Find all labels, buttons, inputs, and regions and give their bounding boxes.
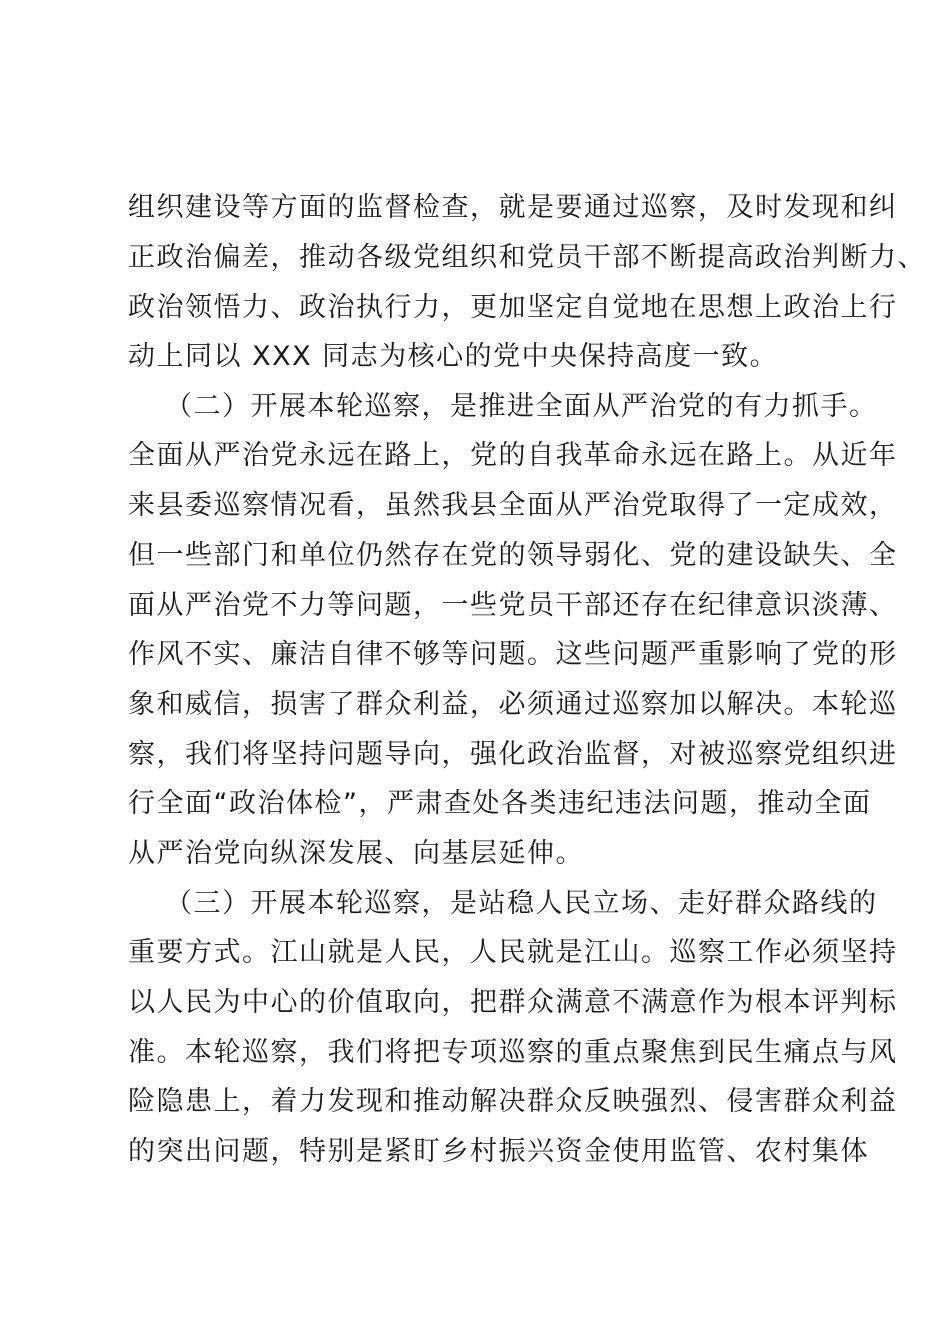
text-line: 察，我们将坚持问题导向，强化政治监督，对被巡察党组织进 — [128, 739, 898, 770]
text-line: 动上同以 XXX 同志为核心的党中央保持高度一致。 — [128, 341, 779, 372]
text-line: 险隐患上，着力发现和推动解决群众反映强烈、侵害群众利益 — [128, 1086, 898, 1117]
text-line: 行全面“政治体检”，严肃查处各类违纪违法问题，推动全面 — [128, 788, 872, 819]
text-line: 以人民为中心的价值取向，把群众满意不满意作为根本评判标 — [128, 987, 898, 1018]
text-line: 的突出问题，特别是紧盯乡村振兴资金使用监管、农村集体 — [128, 1136, 869, 1167]
text-line: 面从严治党不力等问题，一些党员干部还存在纪律意识淡薄、 — [128, 590, 898, 621]
text-line: 全面从严治党永远在路上，党的自我革命永远在路上。从近年 — [128, 440, 898, 471]
text-line: 来县委巡察情况看，虽然我县全面从严治党取得了一定成效， — [128, 490, 898, 521]
text-line: 但一些部门和单位仍然存在党的领导弱化、党的建设缺失、全 — [128, 540, 898, 571]
text-line: 正政治偏差，推动各级党组织和党员干部不断提高政治判断力、 — [128, 242, 926, 273]
text-line: 重要方式。江山就是人民，人民就是江山。巡察工作必须坚持 — [128, 937, 898, 968]
text-line: 从严治党向纵深发展、向基层延伸。 — [128, 838, 584, 869]
paragraph-heading-3: （三）开展本轮巡察，是站稳人民立场、走好群众路线的 — [165, 888, 878, 919]
text-line: 准。本轮巡察，我们将把专项巡察的重点聚焦到民生痛点与风 — [128, 1037, 898, 1068]
text-line: 象和威信，损害了群众利益，必须通过巡察加以解决。本轮巡 — [128, 689, 898, 720]
paragraph-heading-2: （二）开展本轮巡察，是推进全面从严治党的有力抓手。 — [165, 391, 878, 422]
text-line: 政治领悟力、政治执行力，更加坚定自觉地在思想上政治上行 — [128, 292, 898, 323]
text-line: 组织建设等方面的监督检查，就是要通过巡察，及时发现和纠 — [128, 192, 898, 223]
text-line: 作风不实、廉洁自律不够等问题。这些问题严重影响了党的形 — [128, 639, 898, 670]
